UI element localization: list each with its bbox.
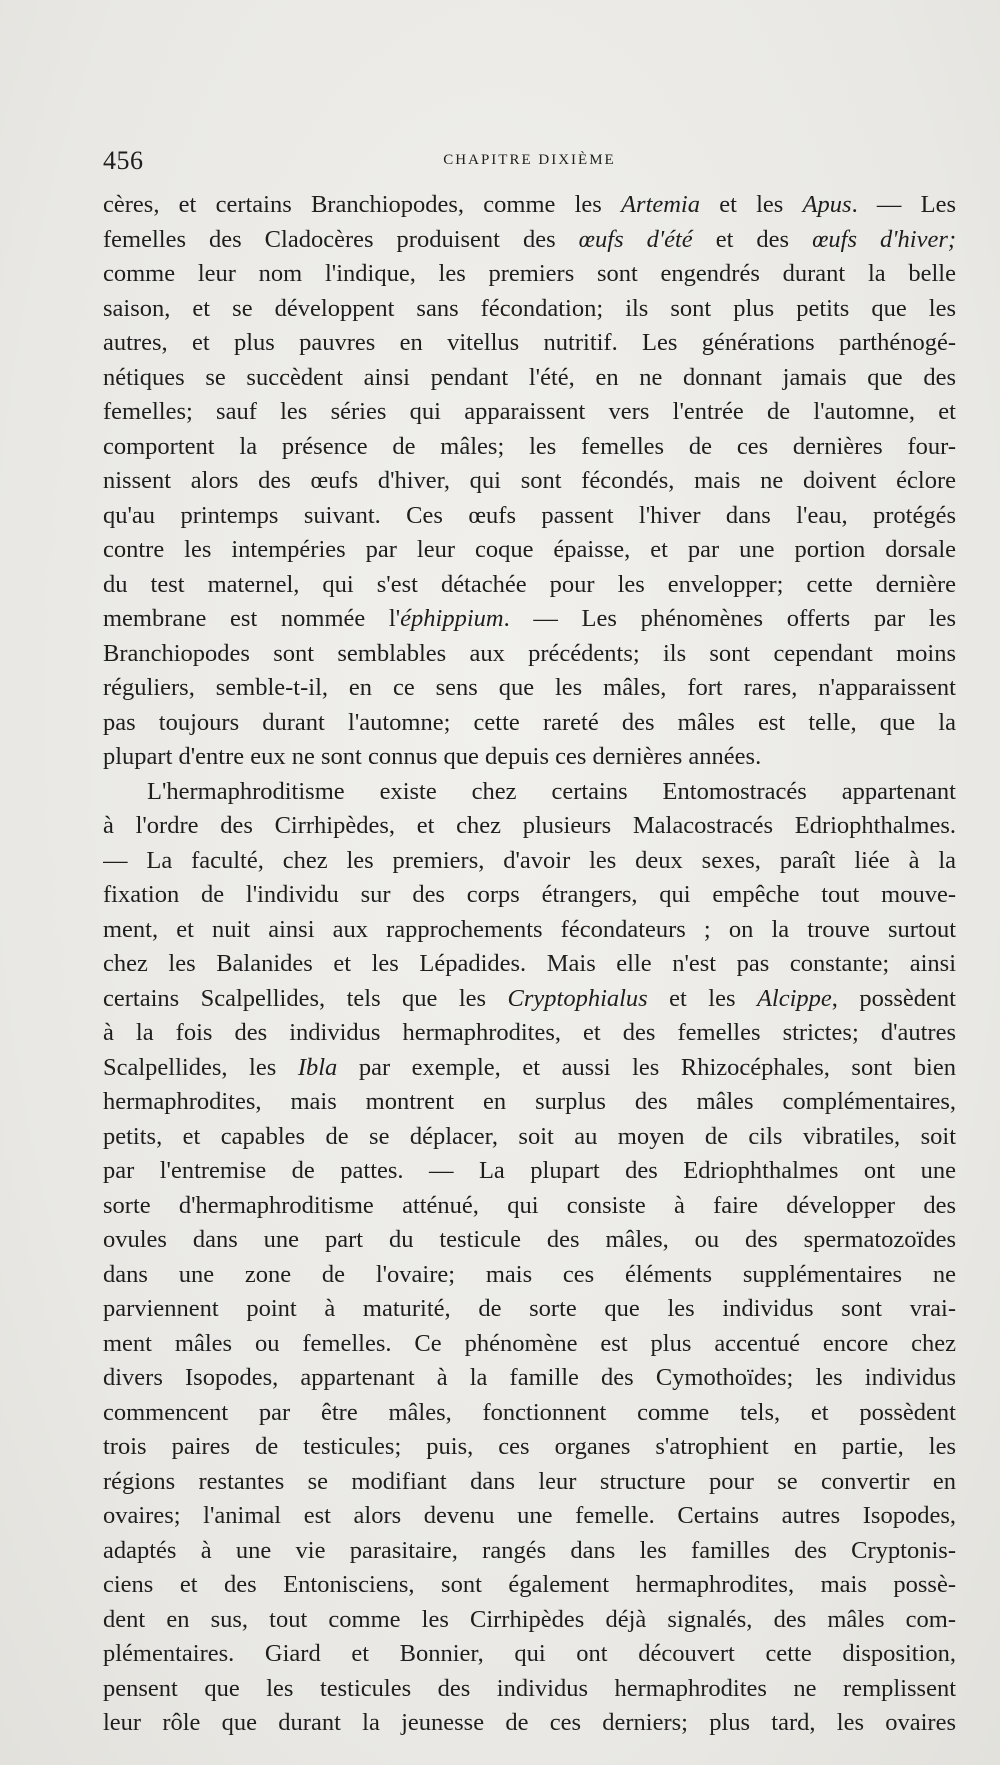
italic-term: Artemia bbox=[621, 191, 700, 218]
body-text bbox=[103, 188, 956, 1741]
text-line bbox=[103, 395, 956, 430]
text-run: hermaphrodites, mais montrent en surplus des mâles complémentaires, bbox=[103, 1088, 956, 1115]
text-line bbox=[103, 637, 956, 672]
text-line bbox=[103, 706, 956, 741]
text-line bbox=[103, 878, 956, 913]
text-run: fixation de l'individu sur des corps étrangers, qui empêche tout mouve- bbox=[103, 881, 956, 908]
text-run: par l'entremise de pattes. — La plupart des Edriophthalmes ont une bbox=[103, 1157, 956, 1184]
text-line bbox=[103, 533, 956, 568]
text-run: ment mâles ou femelles. Ce phénomène est plus accentué encore chez bbox=[103, 1329, 956, 1357]
text-run: nissent alors des œufs d'hiver, qui sont fécondés, mais ne doivent éclore bbox=[103, 467, 956, 494]
text-line bbox=[103, 775, 956, 810]
text-line bbox=[103, 1430, 956, 1465]
text-run: saison, et se développent sans fécondation; ils sont plus petits que les bbox=[103, 294, 956, 322]
page-number: 456 bbox=[103, 146, 144, 175]
text-run: commencent par être mâles, fonctionnent comme tels, et possèdent bbox=[103, 1398, 956, 1426]
text-run: cères, et certains Branchiopodes, comme les bbox=[103, 191, 622, 218]
text-line bbox=[103, 602, 956, 637]
text-line bbox=[103, 1603, 956, 1638]
text-run: leur rôle que durant la jeunesse de ces derniers; plus tard, les ovaires bbox=[103, 1709, 956, 1736]
text-line bbox=[103, 1189, 956, 1224]
text-line bbox=[103, 913, 956, 948]
text-run: . — Les bbox=[851, 191, 956, 218]
text-run: petits, et capables de se déplacer, soit au moyen de cils vibratiles, soit bbox=[103, 1122, 956, 1150]
text-run: dent en sus, tout comme les Cirrhipèdes déjà signalés, des mâles com- bbox=[103, 1605, 956, 1633]
text-run: à l'ordre des Cirrhipèdes, et chez plusieurs Malacostracés Edriophthalmes. bbox=[103, 812, 956, 839]
italic-term: Alcippe bbox=[756, 984, 832, 1012]
text-line bbox=[103, 257, 956, 292]
italic-term: œufs d'hiver; bbox=[812, 225, 956, 253]
text-line bbox=[103, 1499, 956, 1534]
text-line bbox=[103, 499, 956, 534]
text-line bbox=[103, 1016, 956, 1051]
text-line bbox=[103, 1051, 956, 1086]
text-run: autres, et plus pauvres en vitellus nutritif. Les générations parthénogé- bbox=[103, 329, 956, 356]
text-run: Branchiopodes sont semblables aux précédents; ils sont cependant moins bbox=[103, 639, 956, 667]
text-line bbox=[103, 223, 956, 258]
text-line bbox=[103, 1396, 956, 1431]
text-run: sorte d'hermaphroditisme atténué, qui consiste à faire développer des bbox=[103, 1191, 956, 1219]
text-line bbox=[103, 1706, 956, 1741]
italic-term: œufs d'été bbox=[578, 225, 693, 253]
italic-term: Cryptophialus bbox=[507, 984, 648, 1012]
text-run: . — Les phénomènes offerts par les bbox=[503, 605, 956, 632]
text-line bbox=[103, 1292, 956, 1327]
text-line bbox=[103, 1154, 956, 1189]
text-line bbox=[103, 1672, 956, 1707]
text-run: divers Isopodes, appartenant à la famille des Cymothoïdes; les individus bbox=[103, 1364, 956, 1391]
text-line bbox=[103, 1223, 956, 1258]
text-line bbox=[103, 292, 956, 327]
italic-term: Ibla bbox=[297, 1053, 338, 1081]
italic-term: éphippium bbox=[400, 605, 504, 632]
text-run: contre les intempéries par leur coque épaisse, et par une portion dorsale bbox=[103, 536, 956, 563]
text-run: membrane est nommée l' bbox=[103, 605, 401, 632]
text-line bbox=[103, 361, 956, 396]
text-line bbox=[103, 188, 956, 223]
text-run: régions restantes se modifiant dans leur structure pour se convertir en bbox=[103, 1467, 956, 1495]
text-line bbox=[103, 1361, 956, 1396]
text-run: ciens et des Entonisciens, sont également hermaphrodites, mais possè- bbox=[103, 1571, 956, 1598]
text-run: pas toujours durant l'automne; cette rareté des mâles est telle, que la bbox=[103, 708, 956, 736]
text-line bbox=[103, 671, 956, 706]
text-run: plémentaires. Giard et Bonnier, qui ont découvert cette disposition, bbox=[103, 1640, 956, 1667]
text-run: ovules dans une part du testicule des mâles, ou des spermatozoïdes bbox=[103, 1226, 956, 1253]
text-run: — La faculté, chez les premiers, d'avoir les deux sexes, paraît liée à la bbox=[103, 846, 956, 874]
text-line bbox=[103, 740, 956, 775]
text-run: du test maternel, qui s'est détachée pour les envelopper; cette dernière bbox=[103, 570, 956, 598]
text-run: , possèdent bbox=[831, 984, 956, 1012]
text-line bbox=[103, 1568, 956, 1603]
text-line bbox=[103, 982, 956, 1017]
text-run: certains Scalpellides, tels que les bbox=[103, 984, 508, 1012]
text-run: plupart d'entre eux ne sont connus que depuis ces dernières années. bbox=[103, 743, 762, 770]
text-line bbox=[103, 1085, 956, 1120]
text-run: dans une zone de l'ovaire; mais ces éléments supplémentaires ne bbox=[103, 1260, 956, 1288]
text-line bbox=[103, 809, 956, 844]
text-run: et des bbox=[692, 225, 813, 253]
text-run: trois paires de testicules; puis, ces organes s'atrophient en partie, les bbox=[103, 1433, 956, 1460]
text-run: et les bbox=[647, 984, 757, 1012]
text-run: adaptés à une vie parasitaire, rangés dans les familles des Cryptonis- bbox=[103, 1536, 956, 1564]
text-line bbox=[103, 1327, 956, 1362]
text-line bbox=[103, 1465, 956, 1500]
text-line bbox=[103, 1637, 956, 1672]
text-run: L'hermaphroditisme existe chez certains Entomostracés appartenant bbox=[147, 777, 956, 805]
text-run: ment, et nuit ainsi aux rapprochements fécondateurs ; on la trouve surtout bbox=[103, 915, 956, 943]
text-run: chez les Balanides et les Lépadides. Mais elle n'est pas constante; ainsi bbox=[103, 950, 956, 977]
text-run: pensent que les testicules des individus hermaphrodites ne remplissent bbox=[103, 1674, 956, 1702]
text-line bbox=[103, 1534, 956, 1569]
running-head bbox=[103, 146, 956, 176]
text-run: femelles des Cladocères produisent des bbox=[103, 225, 579, 253]
text-run: parviennent point à maturité, de sorte que les individus sont vrai- bbox=[103, 1295, 956, 1322]
text-run: à la fois des individus hermaphrodites, et des femelles strictes; d'autres bbox=[103, 1019, 956, 1046]
chapter-title: CHAPITRE DIXIÈME bbox=[443, 152, 616, 168]
text-run: par exemple, et aussi les Rhizocéphales, sont bien bbox=[337, 1053, 956, 1081]
text-run: ovaires; l'animal est alors devenu une femelle. Certains autres Isopodes, bbox=[103, 1502, 956, 1529]
text-line bbox=[103, 844, 956, 879]
text-run: nétiques se succèdent ainsi pendant l'été, en ne donnant jamais que des bbox=[103, 363, 956, 391]
text-run: femelles; sauf les séries qui apparaissent vers l'entrée de l'automne, et bbox=[103, 398, 956, 425]
text-line bbox=[103, 947, 956, 982]
text-line bbox=[103, 1258, 956, 1293]
text-run: comme leur nom l'indique, les premiers sont engendrés durant la belle bbox=[103, 260, 956, 287]
text-line bbox=[103, 464, 956, 499]
text-line bbox=[103, 1120, 956, 1155]
text-run: qu'au printemps suivant. Ces œufs passent l'hiver dans l'eau, protégés bbox=[103, 501, 956, 529]
text-run: Scalpellides, les bbox=[103, 1053, 298, 1081]
text-run: comportent la présence de mâles; les femelles de ces dernières four- bbox=[103, 432, 956, 460]
text-run: réguliers, semble-t-il, en ce sens que les mâles, fort rares, n'apparaissent bbox=[103, 674, 956, 701]
italic-term: Apus bbox=[802, 191, 852, 218]
text-line bbox=[103, 568, 956, 603]
text-run: et les bbox=[700, 191, 803, 218]
text-line bbox=[103, 326, 956, 361]
text-line bbox=[103, 430, 956, 465]
